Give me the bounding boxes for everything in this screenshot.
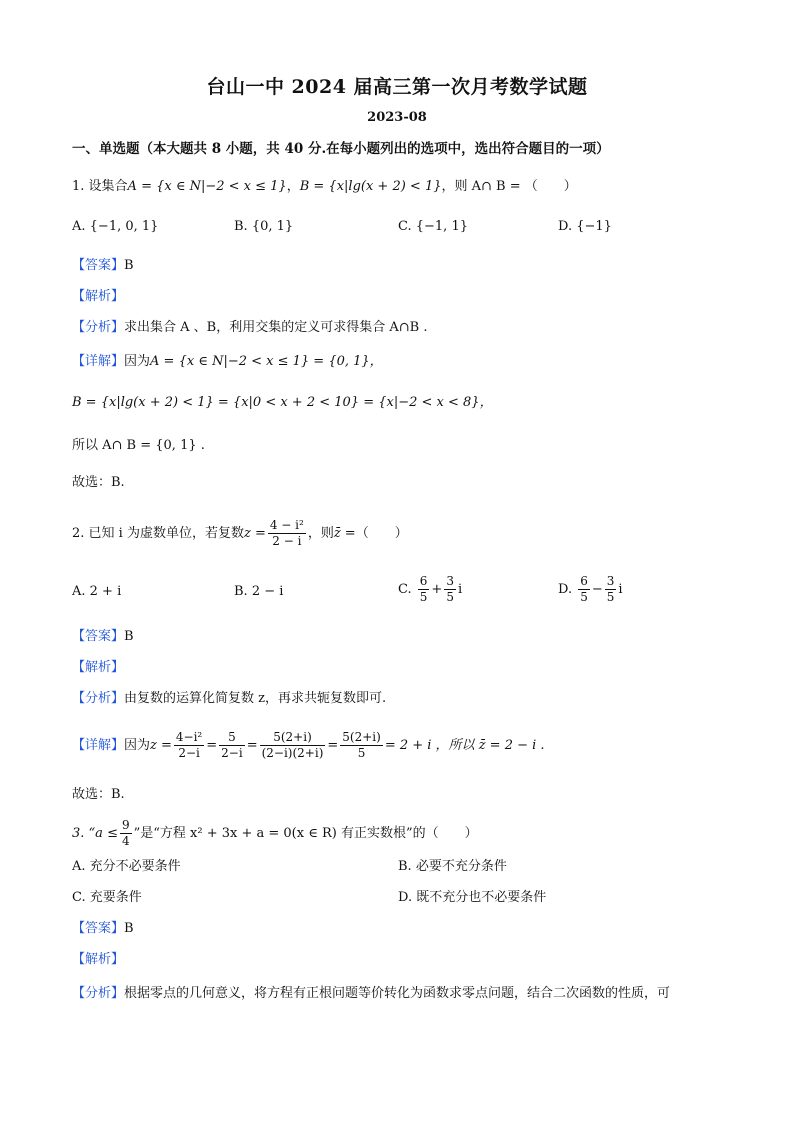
q2-option-a: A. 2 + i — [72, 584, 122, 599]
q2-detail-z: z = — [150, 738, 172, 753]
q3-stem — [72, 814, 734, 854]
q3-fenxi-text: 根据零点的几何意义，将方程有正根问题等价转化为函数求零点问题，结合二次函数的性质，可 — [124, 986, 671, 1001]
q2-detail-den4: 5 — [357, 746, 366, 760]
q2-detail-frac2 — [219, 730, 245, 761]
q3-fraction — [120, 818, 132, 849]
q1-option-b: B. {0, 1} — [234, 219, 294, 234]
q3-option-a: A. 充分不必要条件 — [72, 859, 181, 874]
q1-answer — [72, 257, 734, 275]
q2-detail — [72, 724, 734, 768]
q2-detail-tail: = 2 + i ，所以 z̄ = 2 − i . — [384, 738, 545, 753]
q2-fenxi-text: 由复数的运算化简复数 z，再求共轭复数即可. — [124, 691, 387, 706]
q2-detail-den2: 2−i — [221, 746, 243, 760]
q2-detail-den3: (2−i)(2+i) — [261, 746, 324, 760]
analysis-tag: 【解析】 — [72, 952, 125, 967]
q3-answer-value: B — [124, 921, 134, 936]
q1-option-d: D. {−1} — [558, 219, 612, 234]
q2-d-i: i — [618, 582, 623, 597]
q2-detail-num1: 4−i² — [175, 730, 203, 744]
q3-stem-a: 3. “a ≤ — [72, 826, 118, 841]
q1-stem — [72, 178, 734, 196]
q3-option-d: D. 既不充分也不必要条件 — [398, 890, 547, 905]
q2-detail-intro: 因为 — [124, 738, 151, 753]
section-heading: 一、单选题（本大题共 8 小题，共 40 分.在每小题列出的选项中，选出符合题目的一项） — [72, 141, 610, 157]
q2-z: z = — [243, 526, 266, 541]
q2-stem — [72, 514, 734, 554]
q2-option-c — [398, 570, 462, 610]
q2-option-b: B. 2 − i — [234, 584, 284, 599]
q1-stem-text: 1. 设集合 — [72, 179, 128, 194]
analysis-tag: 【解析】 — [72, 660, 125, 675]
q1-detail-intro: 因为 — [124, 354, 151, 369]
q2-detail-eq3: = — [327, 738, 339, 753]
answer-tag: 【答案】 — [72, 921, 125, 936]
q1-answer-value: B — [124, 258, 134, 273]
answer-tag: 【答案】 — [72, 258, 125, 273]
q2-detail-num4: 5(2+i) — [342, 730, 381, 744]
q2-c-den2: 5 — [446, 590, 454, 604]
q1-sep: ， — [286, 179, 300, 194]
q1-set-a: A = {x ∈ N|−2 < x ≤ 1} — [127, 179, 287, 194]
q2-zbar: z̄ = — [333, 526, 356, 541]
q2-option-d — [558, 570, 623, 610]
q2-detail-num2: 5 — [219, 730, 245, 746]
q2-d-den2: 5 — [606, 590, 615, 604]
q1-conclusion: 故选：B. — [72, 475, 125, 490]
q1-set-b: B = {x|lg(x + 2) < 1} — [299, 179, 442, 194]
q2-d-frac2 — [605, 574, 617, 605]
q2-fraction-den: 2 − i — [272, 534, 302, 548]
fenxi-tag: 【分析】 — [72, 691, 125, 706]
q2-detail-den1: 2−i — [178, 746, 200, 760]
q1-analysis-label — [72, 288, 734, 306]
q2-detail-frac4 — [340, 730, 383, 761]
q3-fraction-num: 9 — [121, 818, 130, 832]
q2-analysis-label — [72, 659, 734, 677]
q2-c-num2: 3 — [446, 574, 454, 588]
q2-detail-frac1 — [174, 730, 204, 761]
page-title: 台山一中 2024 届高三第一次月考数学试题 — [206, 76, 588, 98]
q2-answer — [72, 628, 734, 646]
q2-c-i: i — [457, 582, 463, 597]
q2-option-d-label: D. — [558, 582, 573, 597]
q3-fraction-den: 4 — [121, 834, 130, 848]
q1-detail-line2: B = {x|lg(x + 2) < 1} = {x|0 < x + 2 < 10} = {x|−2 < x < 8}， — [72, 395, 493, 410]
q2-fraction — [268, 518, 306, 549]
detail-tag: 【详解】 — [72, 354, 125, 369]
q3-fenxi — [72, 985, 734, 1003]
q1-option-a: A. {−1, 0, 1} — [72, 219, 159, 234]
q3-option-b: B. 必要不充分条件 — [398, 859, 507, 874]
q2-d-num2: 3 — [606, 574, 615, 588]
q1-fenxi — [72, 319, 734, 337]
q3-answer — [72, 920, 734, 938]
q1-detail — [72, 353, 734, 371]
q2-d-den1: 5 — [580, 590, 588, 604]
q2-c-plus: + — [431, 582, 443, 597]
q3-stem-b: ”是“方程 x² + 3x + a = 0(x ∈ R) 有正实数根”的（ ） — [133, 826, 478, 841]
exam-date: 2023-08 — [367, 110, 427, 125]
q2-c-den1: 5 — [419, 590, 428, 604]
q3-analysis-label — [72, 951, 734, 969]
q2-option-c-label: C. — [398, 582, 412, 597]
q2-fraction-num: 4 − i² — [269, 518, 304, 532]
q1-detail-line1: A = {x ∈ N|−2 < x ≤ 1} = {0, 1}， — [150, 354, 383, 369]
q2-c-frac2 — [444, 574, 456, 605]
q2-d-minus: − — [591, 582, 603, 597]
q2-detail-num3: 5(2+i) — [260, 730, 326, 746]
q2-c-frac1 — [418, 574, 430, 605]
q1-ask: ，则 A∩ B = （ ） — [441, 179, 577, 194]
fenxi-tag: 【分析】 — [72, 986, 125, 1001]
q2-detail-eq1: = — [206, 738, 218, 753]
fenxi-tag: 【分析】 — [72, 320, 125, 335]
q1-detail-line3: 所以 A∩ B = {0, 1} . — [72, 438, 205, 453]
q2-fenxi — [72, 690, 734, 708]
q1-option-c: C. {−1, 1} — [398, 219, 468, 234]
q2-d-frac1 — [578, 574, 590, 605]
answer-tag: 【答案】 — [72, 629, 125, 644]
q2-conclusion: 故选：B. — [72, 787, 125, 802]
q2-d-num1: 6 — [580, 574, 588, 588]
q2-answer-value: B — [124, 629, 134, 644]
q2-c-num1: 6 — [419, 574, 428, 588]
detail-tag: 【详解】 — [72, 738, 125, 753]
q3-option-c: C. 充要条件 — [72, 890, 142, 905]
analysis-tag: 【解析】 — [72, 289, 125, 304]
q2-detail-frac3 — [260, 730, 326, 761]
q2-ask-b: （ ） — [355, 526, 408, 541]
q2-detail-eq2: = — [246, 738, 258, 753]
q1-fenxi-text: 求出集合 A 、B，利用交集的定义可求得集合 A∩B . — [124, 320, 428, 335]
q2-ask-a: ，则 — [307, 526, 334, 541]
q2-stem-text: 2. 已知 i 为虚数单位，若复数 — [72, 526, 244, 541]
